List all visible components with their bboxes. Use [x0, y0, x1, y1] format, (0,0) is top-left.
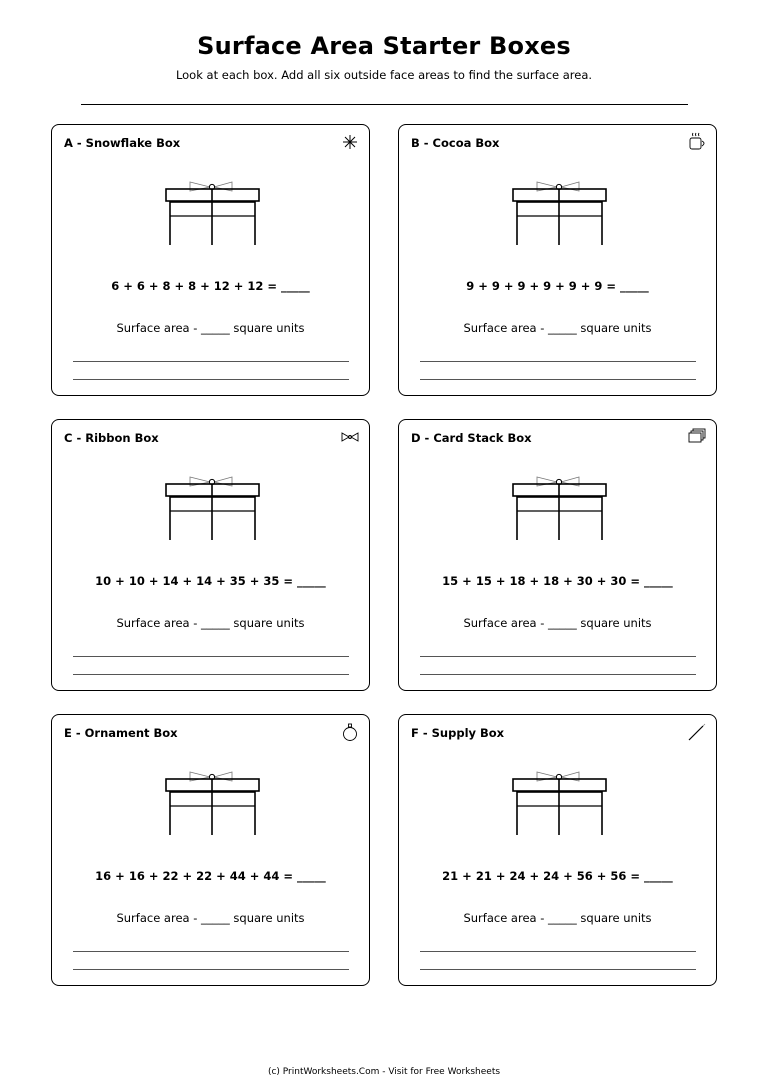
card-c [51, 419, 370, 691]
card-title: C - Ribbon Box [64, 431, 159, 445]
writing-line [420, 361, 696, 362]
card-e [51, 714, 370, 986]
equation: 21 + 21 + 24 + 24 + 56 + 56 = _____ [442, 869, 673, 883]
equation: 9 + 9 + 9 + 9 + 9 + 9 = _____ [466, 279, 649, 293]
writing-line [420, 379, 696, 380]
card-b [398, 124, 717, 396]
page-subtitle: Look at each box. Add all six outside face areas to find the surface area. [175, 68, 593, 82]
writing-line [420, 951, 696, 952]
answer-prompt: Surface area - _____ square units [116, 616, 305, 630]
gift-box-icon [162, 175, 262, 245]
card-title: B - Cocoa Box [411, 136, 500, 150]
gift-box-icon [162, 765, 262, 835]
writing-line [73, 379, 349, 380]
card-title: D - Card Stack Box [411, 431, 532, 445]
card-grid [51, 124, 717, 986]
answer-prompt: Surface area - _____ square units [463, 616, 652, 630]
writing-line [73, 656, 349, 657]
card-f [398, 714, 717, 986]
answer-prompt: Surface area - _____ square units [463, 911, 652, 925]
ornament-icon [339, 721, 361, 743]
writing-line [420, 969, 696, 970]
mug-icon [686, 131, 708, 153]
equation: 15 + 15 + 18 + 18 + 30 + 30 = _____ [442, 574, 673, 588]
card-title: F - Supply Box [411, 726, 505, 740]
equation: 10 + 10 + 14 + 14 + 35 + 35 = _____ [95, 574, 326, 588]
answer-prompt: Surface area - _____ square units [116, 321, 305, 335]
footer: (c) PrintWorksheets.Com - Visit for Free Worksheets [267, 1067, 501, 1077]
card-d [398, 419, 717, 691]
card-title: A - Snowflake Box [64, 136, 181, 150]
card-a [51, 124, 370, 396]
page-title: Surface Area Starter Boxes [197, 32, 571, 60]
gift-box-icon [162, 470, 262, 540]
header-rule [81, 104, 688, 105]
equation: 16 + 16 + 22 + 22 + 44 + 44 = _____ [95, 869, 326, 883]
card-stack-icon [686, 426, 708, 448]
ribbon-bow-icon [339, 426, 361, 448]
pencil-icon [686, 721, 708, 743]
writing-line [420, 656, 696, 657]
card-title: E - Ornament Box [64, 726, 178, 740]
gift-box-icon [509, 175, 609, 245]
writing-line [73, 674, 349, 675]
gift-box-icon [509, 470, 609, 540]
writing-line [73, 361, 349, 362]
answer-prompt: Surface area - _____ square units [116, 911, 305, 925]
gift-box-icon [509, 765, 609, 835]
snowflake-icon [339, 131, 361, 153]
writing-line [73, 969, 349, 970]
answer-prompt: Surface area - _____ square units [463, 321, 652, 335]
equation: 6 + 6 + 8 + 8 + 12 + 12 = _____ [111, 279, 310, 293]
writing-line [420, 674, 696, 675]
writing-line [73, 951, 349, 952]
